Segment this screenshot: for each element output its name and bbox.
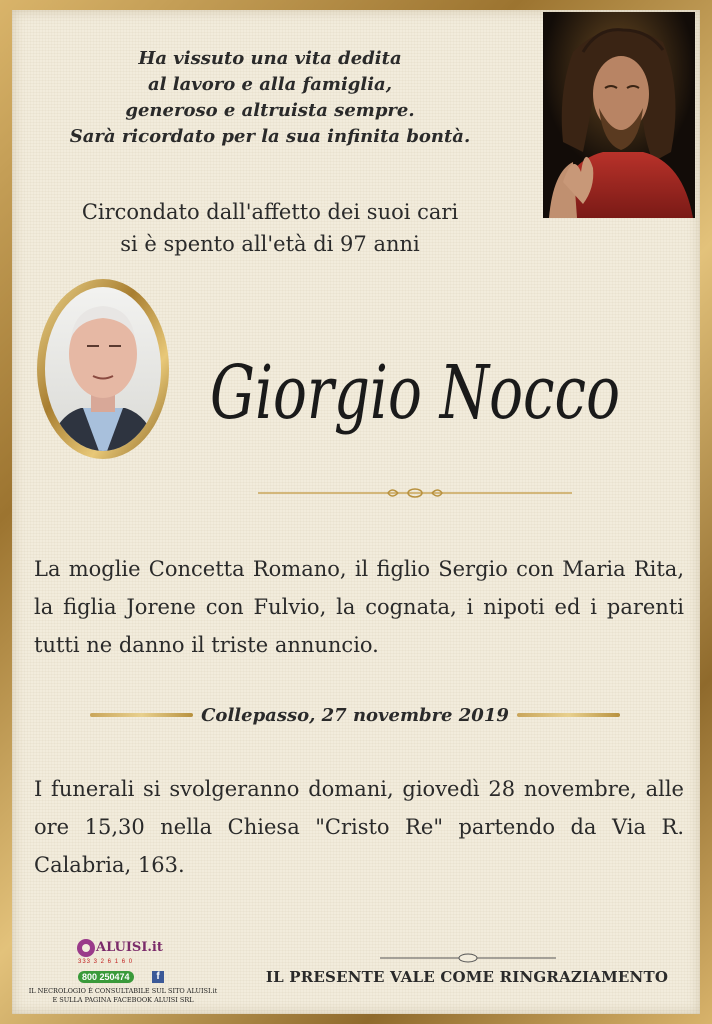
agency-phone: 800 250474 [78,971,134,983]
agency-logo [18,938,228,1010]
agency-note-line: E SULLA PAGINA FACEBOOK ALUISI SRL [52,996,194,1004]
gold-bar-left [90,713,193,717]
facebook-icon: f [152,971,164,983]
agency-logo-icon [76,938,96,958]
gold-ornament-icon [258,484,572,504]
quote-line: Ha vissuto una vita dedita [138,48,402,69]
agency-note-line: IL NECROLOGIO È CONSULTABILE SUL SITO ALUISI.it [28,987,218,995]
intro-line: si è spento all'età di 97 anni [120,232,420,256]
deceased-name-text: Giorgio Nocco [210,350,620,436]
place-date-line [90,700,620,730]
intro-text [60,196,480,260]
announcement-text: La moglie Concetta Romano, il figlio Sergio con Maria Rita, la figlia Jorene con Fulvio, la cognata, i nipoti ed i parenti tutti ne danno il triste annuncio. [34,557,684,657]
memorial-quote [40,46,500,150]
intro-line: Circondato dall'affetto dei suoi cari [81,200,459,224]
deceased-portrait-icon [35,276,171,462]
agency-sub: 333 3 2 6 1 6 0 [78,959,134,965]
agency-name: ALUISI.it [96,940,163,955]
quote-line: generoso e altruista sempre. [125,100,415,121]
place-date: Collepasso, 27 novembre 2019 [201,704,509,726]
gold-bar-right [517,713,620,717]
quote-line: al lavoro e alla famiglia, [148,74,392,95]
closing-thanks: IL PRESENTE VALE COME RINGRAZIAMENTO [265,968,669,986]
footer-ornament-icon [380,950,556,964]
deceased-name [200,290,630,490]
agency-note [18,987,228,1005]
christ-portrait-icon [543,12,695,218]
quote-line: Sarà ricordato per la sua infinita bontà. [69,126,471,147]
funeral-text: I funerali si svolgeranno domani, giovedì 28 novembre, alle ore 15,30 nella Chiesa "Cristo Re" partendo da Via R. Calabria, 163. [34,777,684,877]
